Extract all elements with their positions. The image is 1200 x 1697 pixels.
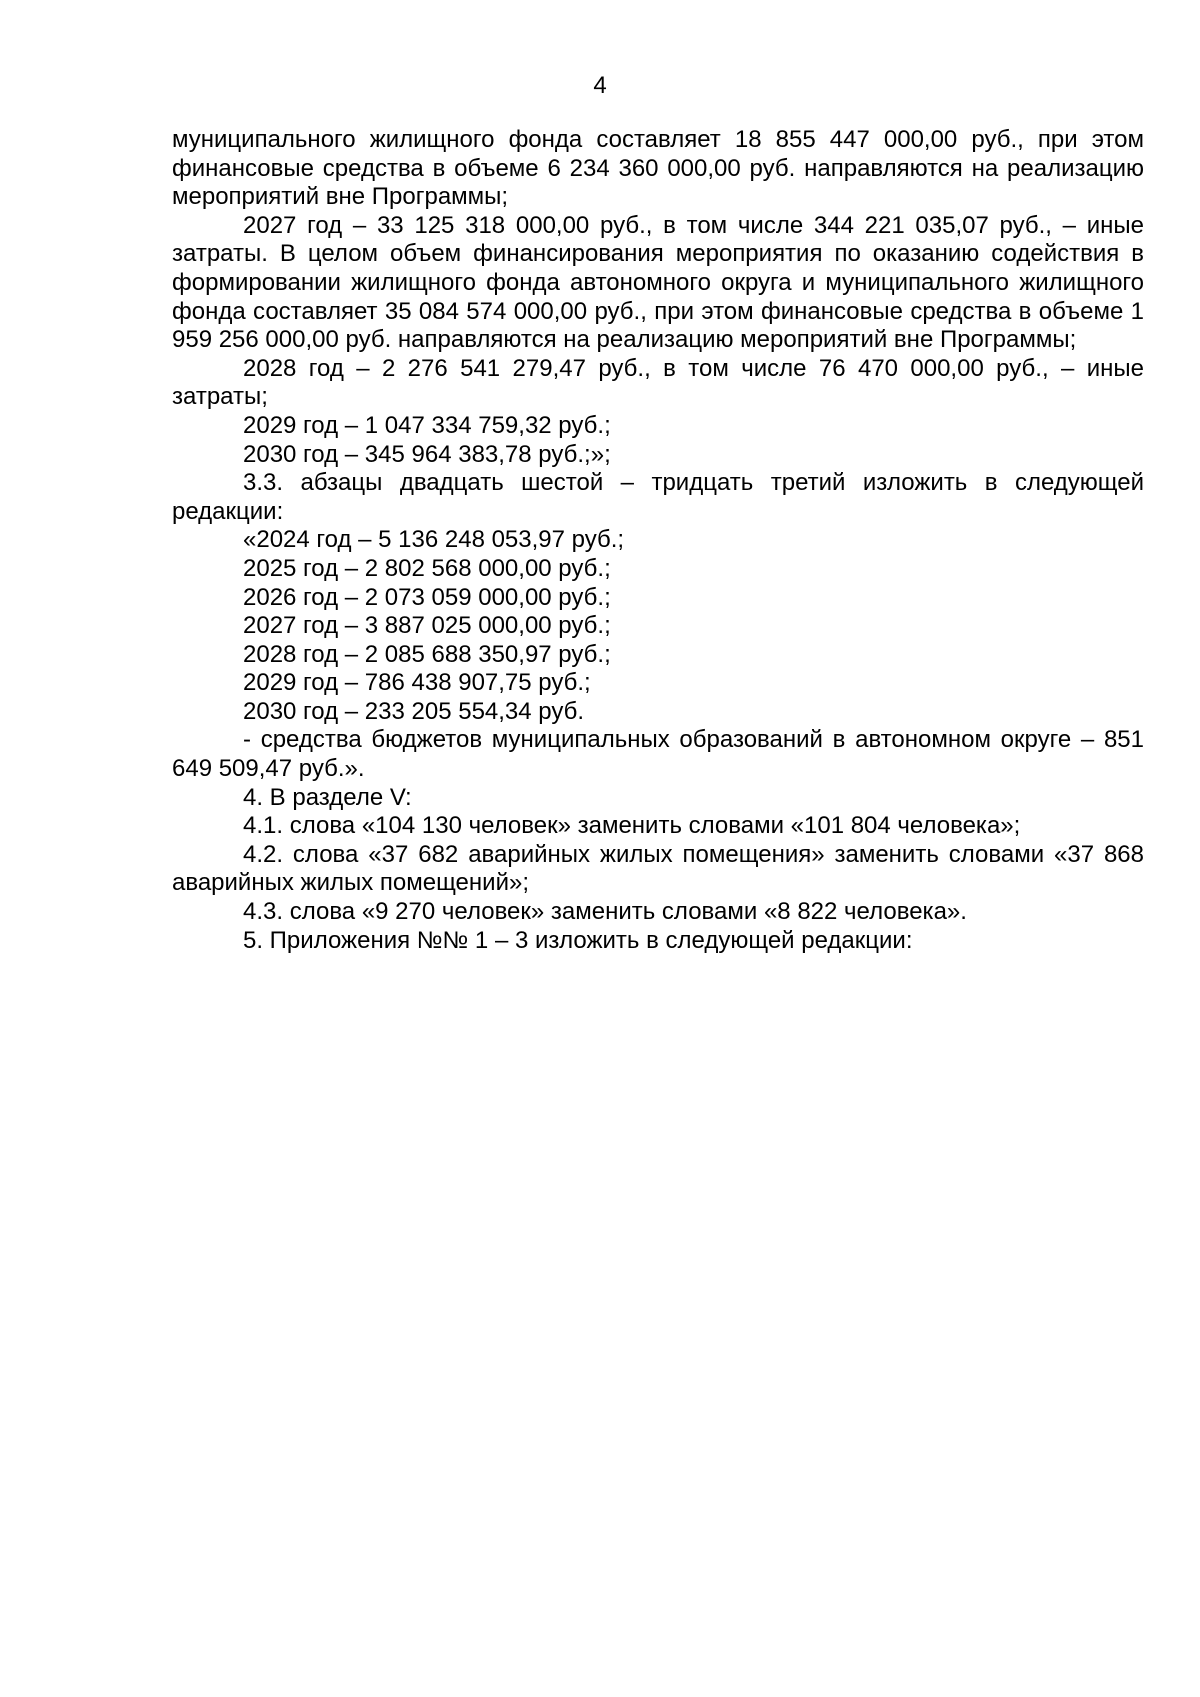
paragraph-2027-amount: 2027 год – 3 887 025 000,00 руб.; [243, 612, 611, 640]
paragraph-municipal-budgets: - средства бюджетов муниципальных образований в автономном округе – 851 649 509,47 руб.». [172, 726, 1144, 783]
paragraph-4-2: 4.2. слова «37 682 аварийных жилых помещения» заменить словами «37 868 аварийных жилых помещений»; [172, 840, 1144, 897]
paragraph-2029: 2029 год – 1 047 334 759,32 руб.; [243, 411, 611, 439]
paragraph-2030: 2030 год – 345 964 383,78 руб.;»; [243, 440, 611, 468]
paragraph-2026-amount: 2026 год – 2 073 059 000,00 руб.; [243, 583, 611, 611]
paragraph-2027: 2027 год – 33 125 318 000,00 руб., в том числе 344 221 035,07 руб., – иные затраты. В целом объем финансирования мероприятия по оказанию содействия в формировании жилищного фонда автономного округа и муниципального жилищного фонда составляет 35 084 574 000,00 руб., при этом финансовые средства в объеме 1 959 256 000,00 руб. направляются на реализацию мероприятий вне Программы; [172, 211, 1144, 354]
paragraph-5: 5. Приложения №№ 1 – 3 изложить в следующей редакции: [243, 926, 913, 954]
paragraph-4-3: 4.3. слова «9 270 человек» заменить словами «8 822 человека». [243, 898, 967, 926]
paragraph-4-1: 4.1. слова «104 130 человек» заменить словами «101 804 человека»; [243, 812, 1021, 840]
paragraph-2025-amount: 2025 год – 2 802 568 000,00 руб.; [243, 554, 611, 582]
page-number: 4 [593, 72, 607, 99]
document-body [172, 126, 1144, 955]
paragraph-section-4: 4. В разделе V: [243, 783, 412, 811]
paragraph-2030-amount: 2030 год – 233 205 554,34 руб. [243, 697, 585, 725]
paragraph-2029-amount: 2029 год – 786 438 907,75 руб.; [243, 669, 591, 697]
paragraph-3-3: 3.3. абзацы двадцать шестой – тридцать третий изложить в следующей редакции: [172, 469, 1144, 525]
paragraph-continuation: муниципального жилищного фонда составляет 18 855 447 000,00 руб., при этом финансовые средства в объеме 6 234 360 000,00 руб. направляются на реализацию мероприятий вне Программы; [172, 126, 1144, 211]
paragraph-2028-amount: 2028 год – 2 085 688 350,97 руб.; [243, 640, 611, 668]
paragraph-2024-amount: «2024 год – 5 136 248 053,97 руб.; [243, 526, 625, 554]
paragraph-2028: 2028 год – 2 276 541 279,47 руб., в том числе 76 470 000,00 руб., – иные затраты; [172, 354, 1144, 411]
